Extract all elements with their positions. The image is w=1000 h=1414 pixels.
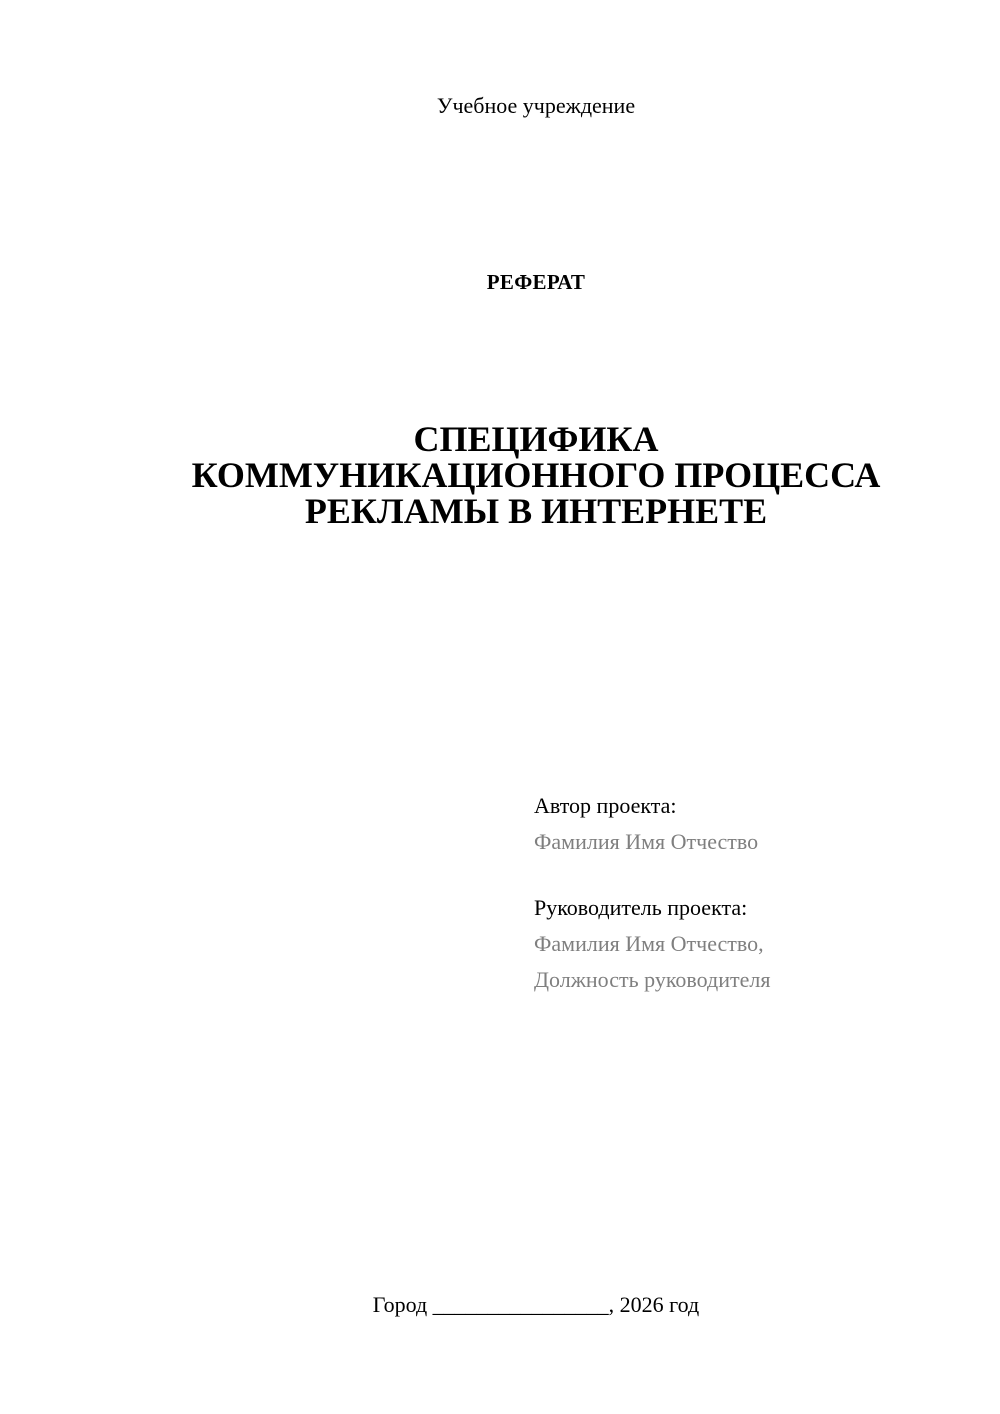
supervisor-position: Должность руководителя bbox=[534, 967, 771, 992]
supervisor-name: Фамилия Имя Отчество, bbox=[534, 931, 764, 956]
title-line: КОММУНИКАЦИОННОГО ПРОЦЕССА bbox=[191, 455, 881, 495]
title-line: РЕКЛАМЫ В ИНТЕРНЕТЕ bbox=[304, 491, 768, 531]
author-label: Автор проекта: bbox=[534, 793, 677, 818]
document-title bbox=[0, 421, 1000, 529]
institution-name: Учебное учреждение bbox=[436, 93, 636, 118]
spacer bbox=[534, 860, 974, 890]
document-type: РЕФЕРАТ bbox=[486, 270, 586, 294]
author-name: Фамилия Имя Отчество bbox=[534, 829, 759, 854]
city-year-line: Город ________________, 2026 год bbox=[372, 1292, 700, 1317]
supervisor-label: Руководитель проекта: bbox=[534, 895, 748, 920]
project-info bbox=[534, 788, 974, 998]
title-line: СПЕЦИФИКА bbox=[413, 419, 659, 459]
